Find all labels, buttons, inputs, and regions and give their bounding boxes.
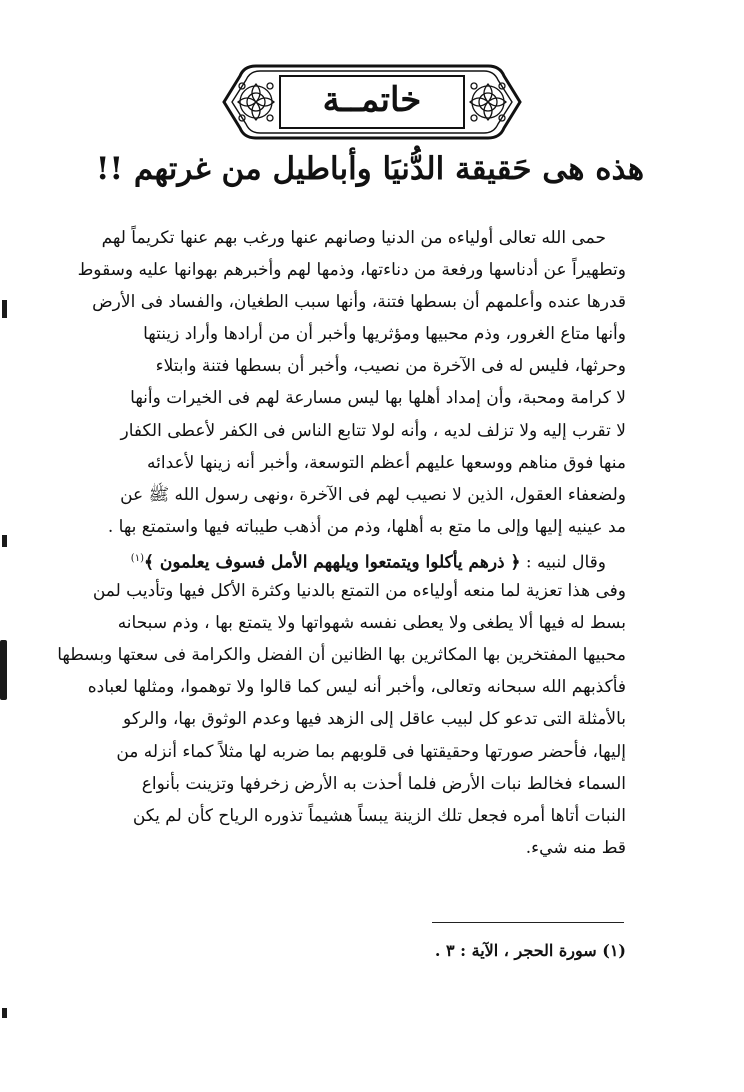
verse-line bbox=[116, 543, 626, 575]
text-line: قط منه شيء. bbox=[525, 837, 626, 858]
text-line: لا تقرب إليه ولا تزلف لديه ، وأنه لولا تتابع الناس فى الكفر لأعطى الكفار bbox=[120, 420, 626, 441]
chapter-heading: خاتمــة bbox=[322, 80, 422, 120]
text-line: وفى هذا تعزية لما منعه أولياءه من التمتع بالدنيا وكثرة الأكل فيها وتأديب لمن bbox=[92, 581, 626, 602]
scan-edge-mark bbox=[2, 300, 7, 318]
text-line: النبات أتاها أمره فجعل تلك الزينة يبساً هشيماً تذوره الرياح كأن لم يكن bbox=[132, 805, 626, 826]
text-line: السماء فخالط نبات الأرض فلما أحذت به الأرض زخرفها وتزينت بأنواع bbox=[141, 773, 626, 794]
text-line: فأكذبهم الله سبحانه وتعالى، وأخبر أنه ليس كما قالوا ولا توهموا، ومثلها لعباده bbox=[87, 677, 626, 698]
text-line: ولضعفاء العقول، الذين لا نصيب لهم فى الآخرة ،ونهى رسول الله ﷺ عن bbox=[120, 484, 626, 505]
quran-verse: ﴿ ذرهم يأكلوا ويتمتعوا ويلههم الأمل فسوف يعلمون ﴾ bbox=[143, 552, 521, 573]
text-line: قدرها عنده وأعلمهم أن بسطها فتنة، وأنها سبب الطغيان، والفساد فى الأرض bbox=[92, 292, 626, 313]
text-line: بالأمثلة التى تدعو كل لبيب عاقل إلى الزهد فيها وعدم الوثوق بها، والركو bbox=[123, 709, 626, 730]
text-line: إليها، فأحضر صورتها وحقيقتها فى قلوبهم بما ضربه لها مثلاً كماء أنزله من bbox=[116, 741, 626, 762]
text-line: مد عينيه إليها وإلى ما متع به أهلها، وذم من أذهب طيباته فيها واستمتع بها . bbox=[107, 516, 626, 537]
section-title: هذه هى حَقيقة الدُّنيَا وأباطيل من غرتهم !! bbox=[95, 151, 645, 187]
scan-edge-mark bbox=[2, 1008, 7, 1018]
footnote-marker[interactable]: (١) bbox=[130, 552, 144, 564]
footnote-divider bbox=[432, 922, 624, 923]
text-line: محبيها المفتخرين بها المكاثرين بها الظانين أن الفضل والكرامة فى سعتها وبسطها bbox=[57, 645, 626, 666]
text-line: وتطهيراً عن أدناسها ورفعة من دناءتها، وذمها لهم وأخبرهم بهوانها عليه وسقوط bbox=[77, 260, 626, 281]
verse-intro: وقال لنبيه : bbox=[525, 552, 606, 573]
text-line: لا كرامة ومحبة، وأن إمداد أهلها بها ليس مسارعة لهم فى الخيرات وأنها bbox=[130, 388, 626, 409]
chapter-heading-frame bbox=[220, 62, 524, 142]
text-line: منها فوق مناهم ووسعها عليهم أعظم التوسعة، وأخبر أنه زينها لأعدائه bbox=[147, 452, 626, 473]
text-line: حمى الله تعالى أولياءه من الدنيا وصانهم عنها ورغب بهم عنها تكريماً لهم bbox=[101, 228, 606, 248]
text-line: بسط له فيها ألا يطغى ولا يعطى نفسه شهواتها ولا يتمتع بها ، وذم سبحانه bbox=[117, 613, 626, 634]
scan-edge-mark bbox=[2, 535, 7, 547]
body-text bbox=[57, 222, 626, 864]
scan-edge-mark bbox=[0, 640, 7, 700]
text-line: وحرثها، فليس له فى الآخرة من نصيب، وأخبر أن بسطها فتنة وابتلاء bbox=[155, 356, 626, 377]
footnote: (١) سورة الحجر ، الآية : ٣ . bbox=[434, 941, 626, 960]
text-line: وأنها متاع الغرور، وذم محبيها ومؤثريها وأخبر أن من أرادها وأراد زينتها bbox=[143, 324, 626, 345]
